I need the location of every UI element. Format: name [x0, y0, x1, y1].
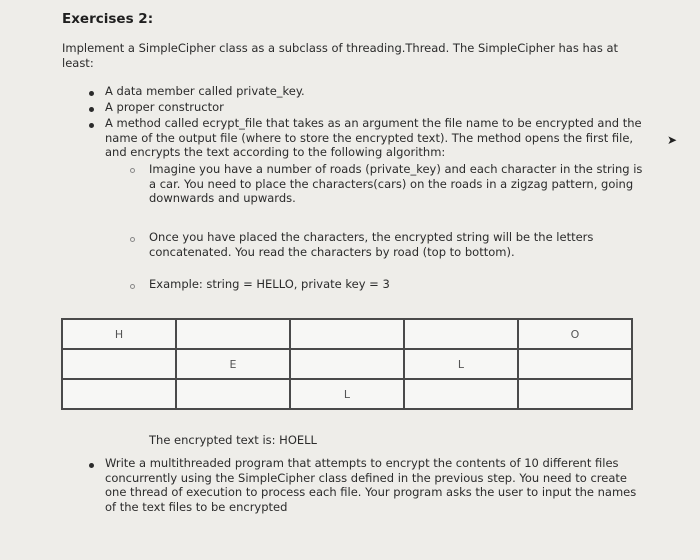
- bullet-dot: [89, 91, 94, 96]
- grid-cell: E: [176, 349, 290, 379]
- grid-cell: [62, 379, 176, 409]
- sub-bullet-example: Example: string = HELLO, private key = 3: [149, 277, 390, 291]
- exercise-title: Exercises 2:: [62, 11, 154, 27]
- grid-cell: [176, 319, 290, 349]
- grid-row-road-3: [62, 379, 632, 409]
- grid-cell: O: [518, 319, 632, 349]
- grid-cell: [62, 349, 176, 379]
- bullet-dot: [89, 107, 94, 112]
- sub-bullet-roads: Imagine you have a number of roads (private_key) and each character in the string is a car. You need to place the characters(cars) on the roads in a zigzag pattern, going downwards and upwards.: [149, 162, 643, 205]
- grid-cell: H: [62, 319, 176, 349]
- grid-cell: [290, 319, 404, 349]
- bullet-multithreaded: Write a multithreaded program that attempts to encrypt the contents of 10 different files concurrently using the SimpleCipher class defined in the previous step. You need to create one thread of execution to process each file. Your program asks the user to input the names of the text files to be encrypted: [105, 456, 637, 514]
- bullet-dot: [89, 123, 94, 128]
- grid-cell: [404, 379, 518, 409]
- bullet-dot: [89, 463, 94, 468]
- grid-cell: [176, 379, 290, 409]
- zigzag-grid: [61, 318, 633, 410]
- intro-paragraph: Implement a SimpleCipher class as a subclass of threading.Thread. The SimpleCipher has has at least:: [62, 41, 619, 70]
- bullet-constructor: A proper constructor: [105, 100, 224, 114]
- grid-cell: [404, 319, 518, 349]
- sub-bullet-circle: [130, 237, 135, 242]
- grid-cell: [518, 379, 632, 409]
- bullet-private-key: A data member called private_key.: [105, 84, 305, 98]
- grid-cell: L: [404, 349, 518, 379]
- grid-cell: [290, 349, 404, 379]
- grid-cell: L: [290, 379, 404, 409]
- encrypted-result: The encrypted text is: HOELL: [149, 433, 317, 447]
- sub-bullet-circle: [130, 284, 135, 289]
- grid-row-road-1: [62, 319, 632, 349]
- sub-bullet-concatenate: Once you have placed the characters, the encrypted string will be the letters concatenated. You read the characters by road (top to bottom).: [149, 230, 594, 259]
- grid-row-road-2: [62, 349, 632, 379]
- grid-cell: [518, 349, 632, 379]
- sub-bullet-circle: [130, 168, 135, 173]
- bullet-ecrypt-file: A method called ecrypt_file that takes as an argument the file name to be encrypted and the name of the output file (where to store the encrypted text). The method opens the first file, and encrypts the text according to the following algorithm:: [105, 116, 642, 159]
- mouse-cursor-icon: ➤: [667, 133, 678, 147]
